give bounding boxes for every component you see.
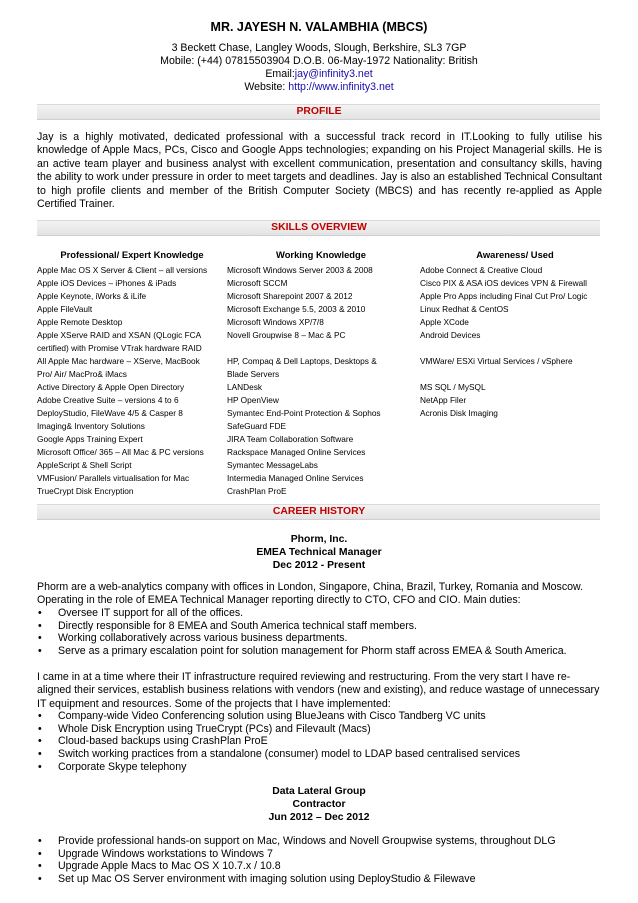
professional-skill: All Apple Mac hardware – XServe, MacBook [37, 356, 200, 366]
job1-project [37, 723, 607, 736]
job1-dates: Dec 2012 - Present [272, 560, 366, 571]
job1-project [37, 748, 607, 761]
working-skill: Rackspace Managed Online Services [227, 447, 366, 457]
job1-project-text: Cloud-based backups using CrashPlan ProE [58, 735, 268, 748]
bullet-icon: • [38, 760, 42, 773]
job2-duty [37, 860, 607, 873]
professional-skill: Apple iOS Devices – iPhones & iPads [37, 278, 177, 288]
working-skill: SafeGuard FDE [227, 421, 287, 431]
job2-duty-text: Set up Mac OS Server environment with imaging solution using DeployStudio & Filewave [58, 873, 476, 886]
job1-intro: Phorm are a web-analytics company with offices in London, Singapore, China, Brazil, Turkey, Romania and Moscow. Operating in the role of EMEA Technical Manager reporting directly to CTO, CFO and CIO. Main duties: [37, 581, 584, 607]
working-skill: Novell Groupwise 8 – Mac & PC [227, 330, 346, 340]
awareness-skill: VMWare/ ESXi Virtual Services / vSphere [420, 356, 573, 366]
job1-duty [37, 632, 607, 645]
bullet-icon: • [38, 607, 42, 619]
job1-duty-text: Working collaboratively across various business departments. [58, 632, 348, 645]
bullet-icon: • [38, 619, 42, 632]
working-skill: HP OpenView [227, 395, 279, 405]
bullet-icon: • [38, 632, 42, 645]
profile-heading: PROFILE [296, 106, 342, 117]
awareness-skill: MS SQL / MySQL [420, 382, 486, 392]
working-skill: JIRA Team Collaboration Software [227, 434, 354, 444]
professional-skill: TrueCrypt Disk Encryption [37, 486, 134, 496]
working-skill: LANDesk [227, 382, 263, 392]
skills-column-professional [37, 248, 227, 498]
professional-skill: Apple FileVault [37, 304, 93, 314]
job1-duties-list [37, 607, 607, 658]
job1-project-text: Whole Disk Encryption using TrueCrypt (PCs) and Filevault (Macs) [58, 722, 371, 735]
awareness-skill: Acronis Disk Imaging [420, 408, 498, 418]
skills-header-working: Working Knowledge [276, 249, 366, 260]
bullet-icon: • [38, 873, 42, 886]
awareness-skill: Apple Pro Apps including Final Cut Pro/ Logic [420, 291, 588, 301]
professional-skill: Microsoft Office/ 365 – All Mac & PC versions [37, 447, 204, 457]
bullet-icon: • [38, 710, 42, 722]
job2-duty [37, 835, 607, 848]
website-link[interactable]: http://www.infinity3.net [288, 81, 394, 93]
job1-duty-text: Oversee IT support for all of the offices. [58, 607, 244, 619]
working-skill: HP, Compaq & Dell Laptops, Desktops & [227, 356, 377, 366]
job1-project-text: Corporate Skype telephony [58, 760, 187, 773]
working-skill: Microsoft Sharepoint 2007 & 2012 [227, 291, 353, 301]
bullet-icon: • [38, 835, 42, 847]
awareness-skill [420, 342, 610, 355]
awareness-skill: Android Devices [420, 330, 481, 340]
professional-skill: Imaging& Inventory Solutions [37, 421, 145, 431]
skills-header-professional: Professional/ Expert Knowledge [60, 249, 204, 260]
job1-project [37, 735, 607, 748]
bullet-icon: • [38, 860, 42, 873]
working-skill: Microsoft SCCM [227, 278, 288, 288]
working-skill: Microsoft Windows Server 2003 & 2008 [227, 265, 373, 275]
job2-dates: Jun 2012 – Dec 2012 [268, 812, 370, 823]
job1-projects-intro: I came in at a time where their IT infrastructure required reviewing and restructuring. From the very start I have re-aligned their services, establish business relations with vendors (new and existing), and reduce wastage of unnecessary IT equipment and resources. Some of the projects that I have implemented: [37, 671, 600, 710]
professional-skill: Apple Remote Desktop [37, 317, 123, 327]
email-line [0, 68, 638, 81]
job2-duties-list [37, 835, 607, 886]
job2-duty-text: Provide professional hands-on support on Mac, Windows and Novell Groupwise systems, throughout DLG [58, 835, 556, 847]
candidate-name: MR. JAYESH N. VALAMBHIA (MBCS) [210, 20, 428, 34]
awareness-skills-list [420, 264, 610, 420]
job1-role: EMEA Technical Manager [256, 547, 382, 558]
professional-skill: Google Apps Training Expert [37, 434, 143, 444]
job1-project-text: Switch working practices from a standalone (consumer) model to LDAP based centralised services [58, 748, 521, 761]
working-skill: Blade Servers [227, 369, 280, 379]
working-skills-list [227, 264, 415, 498]
profile-text: Jay is a highly motivated, dedicated professional with a successful track record in IT.Looking to fully utilise his knowledge of Apple Macs, PCs, Cisco and Google Apps technologies; expanding on his Project Managerial skills. He is an active team player and business analyst with excellent communication, presentation and consultancy skills, having the ability to work under pressure in order to meet targets and deadlines. Jay is also an established Technical Consultant to high profile clients and member of the British Computer Society (MBCS) and has recently re-applied as Apple Certified Trainer. [37, 131, 602, 211]
working-skill [227, 342, 415, 355]
working-skill: Microsoft Windows XP/7/8 [227, 317, 324, 327]
skills-heading: SKILLS OVERVIEW [271, 222, 367, 233]
job2-duty [37, 848, 607, 861]
personal-details: Mobile: (+44) 07815503904 D.O.B. 06-May-1972 Nationality: British [160, 55, 478, 67]
professional-skill: Apple XServe RAID and XSAN (QLogic FCA [37, 330, 202, 340]
awareness-skill [420, 368, 610, 381]
job2-duty-text: Upgrade Windows workstations to Windows 7 [58, 847, 273, 860]
professional-skill: VMFusion/ Parallels virtualisation for Mac [37, 473, 190, 483]
awareness-skill: Linux Redhat & CentOS [420, 304, 509, 314]
job1-project [37, 761, 607, 774]
bullet-icon: • [38, 645, 42, 658]
job1-duty-text: Directly responsible for 8 EMEA and South America technical staff members. [58, 619, 417, 632]
professional-skill: Pro/ Air/ MacPro& iMacs [37, 369, 127, 379]
job2-duty [37, 873, 607, 886]
website-line [0, 81, 638, 94]
professional-skill: AppleScript & Shell Script [37, 460, 132, 470]
skills-column-working [227, 248, 415, 498]
professional-skill: Apple Keynote, iWorks & iLife [37, 291, 147, 301]
address: 3 Beckett Chase, Langley Woods, Slough, Berkshire, SL3 7GP [171, 42, 467, 54]
email-label: Email: [265, 68, 295, 80]
working-skill: Microsoft Exchange 5.5, 2003 & 2010 [227, 304, 366, 314]
awareness-skill: Adobe Connect & Creative Cloud [420, 265, 543, 275]
job1-duty [37, 620, 607, 633]
professional-skill: Adobe Creative Suite – versions 4 to 6 [37, 395, 179, 405]
job1-company: Phorm, Inc. [290, 534, 348, 545]
job2-company: Data Lateral Group [272, 786, 366, 797]
awareness-skill: NetApp Filer [420, 395, 467, 405]
job1-project [37, 710, 607, 723]
professional-skills-list [37, 264, 227, 498]
professional-skill: DeployStudio, FileWave 4/5 & Casper 8 [37, 408, 183, 418]
professional-skill: certified) with Promise VTrak hardware RAID [37, 343, 202, 353]
bullet-icon: • [38, 847, 42, 860]
working-skill: Symantec End-Point Protection & Sophos [227, 408, 381, 418]
bullet-icon: • [38, 748, 42, 761]
career-heading: CAREER HISTORY [272, 506, 366, 517]
working-skill: CrashPlan ProE [227, 486, 287, 496]
professional-skill: Active Directory & Apple Open Directory [37, 382, 185, 392]
job2-role: Contractor [292, 799, 346, 810]
job2-duty-text: Upgrade Apple Macs to Mac OS X 10.7.x / 10.8 [58, 860, 281, 873]
email-link[interactable]: jay@infinity3.net [294, 68, 373, 80]
website-label: Website: [244, 81, 289, 93]
professional-skill: Apple Mac OS X Server & Client – all versions [37, 265, 208, 275]
skills-column-awareness [420, 248, 610, 420]
job1-duty [37, 645, 607, 658]
job1-duty [37, 607, 607, 620]
working-skill: Intermedia Managed Online Services [227, 473, 364, 483]
job1-duty-text: Serve as a primary escalation point for solution management for Phorm staff across EMEA & South America. [58, 645, 567, 658]
bullet-icon: • [38, 722, 42, 735]
awareness-skill: Cisco PIX & ASA iOS devices VPN & Firewall [420, 278, 587, 288]
awareness-skill: Apple XCode [420, 317, 469, 327]
job1-projects-list [37, 710, 607, 774]
working-skill: Symantec MessageLabs [227, 460, 318, 470]
job1-project-text: Company-wide Video Conferencing solution using BlueJeans with Cisco Tandberg VC units [58, 710, 486, 722]
skills-header-awareness: Awareness/ Used [476, 249, 554, 260]
bullet-icon: • [38, 735, 42, 748]
